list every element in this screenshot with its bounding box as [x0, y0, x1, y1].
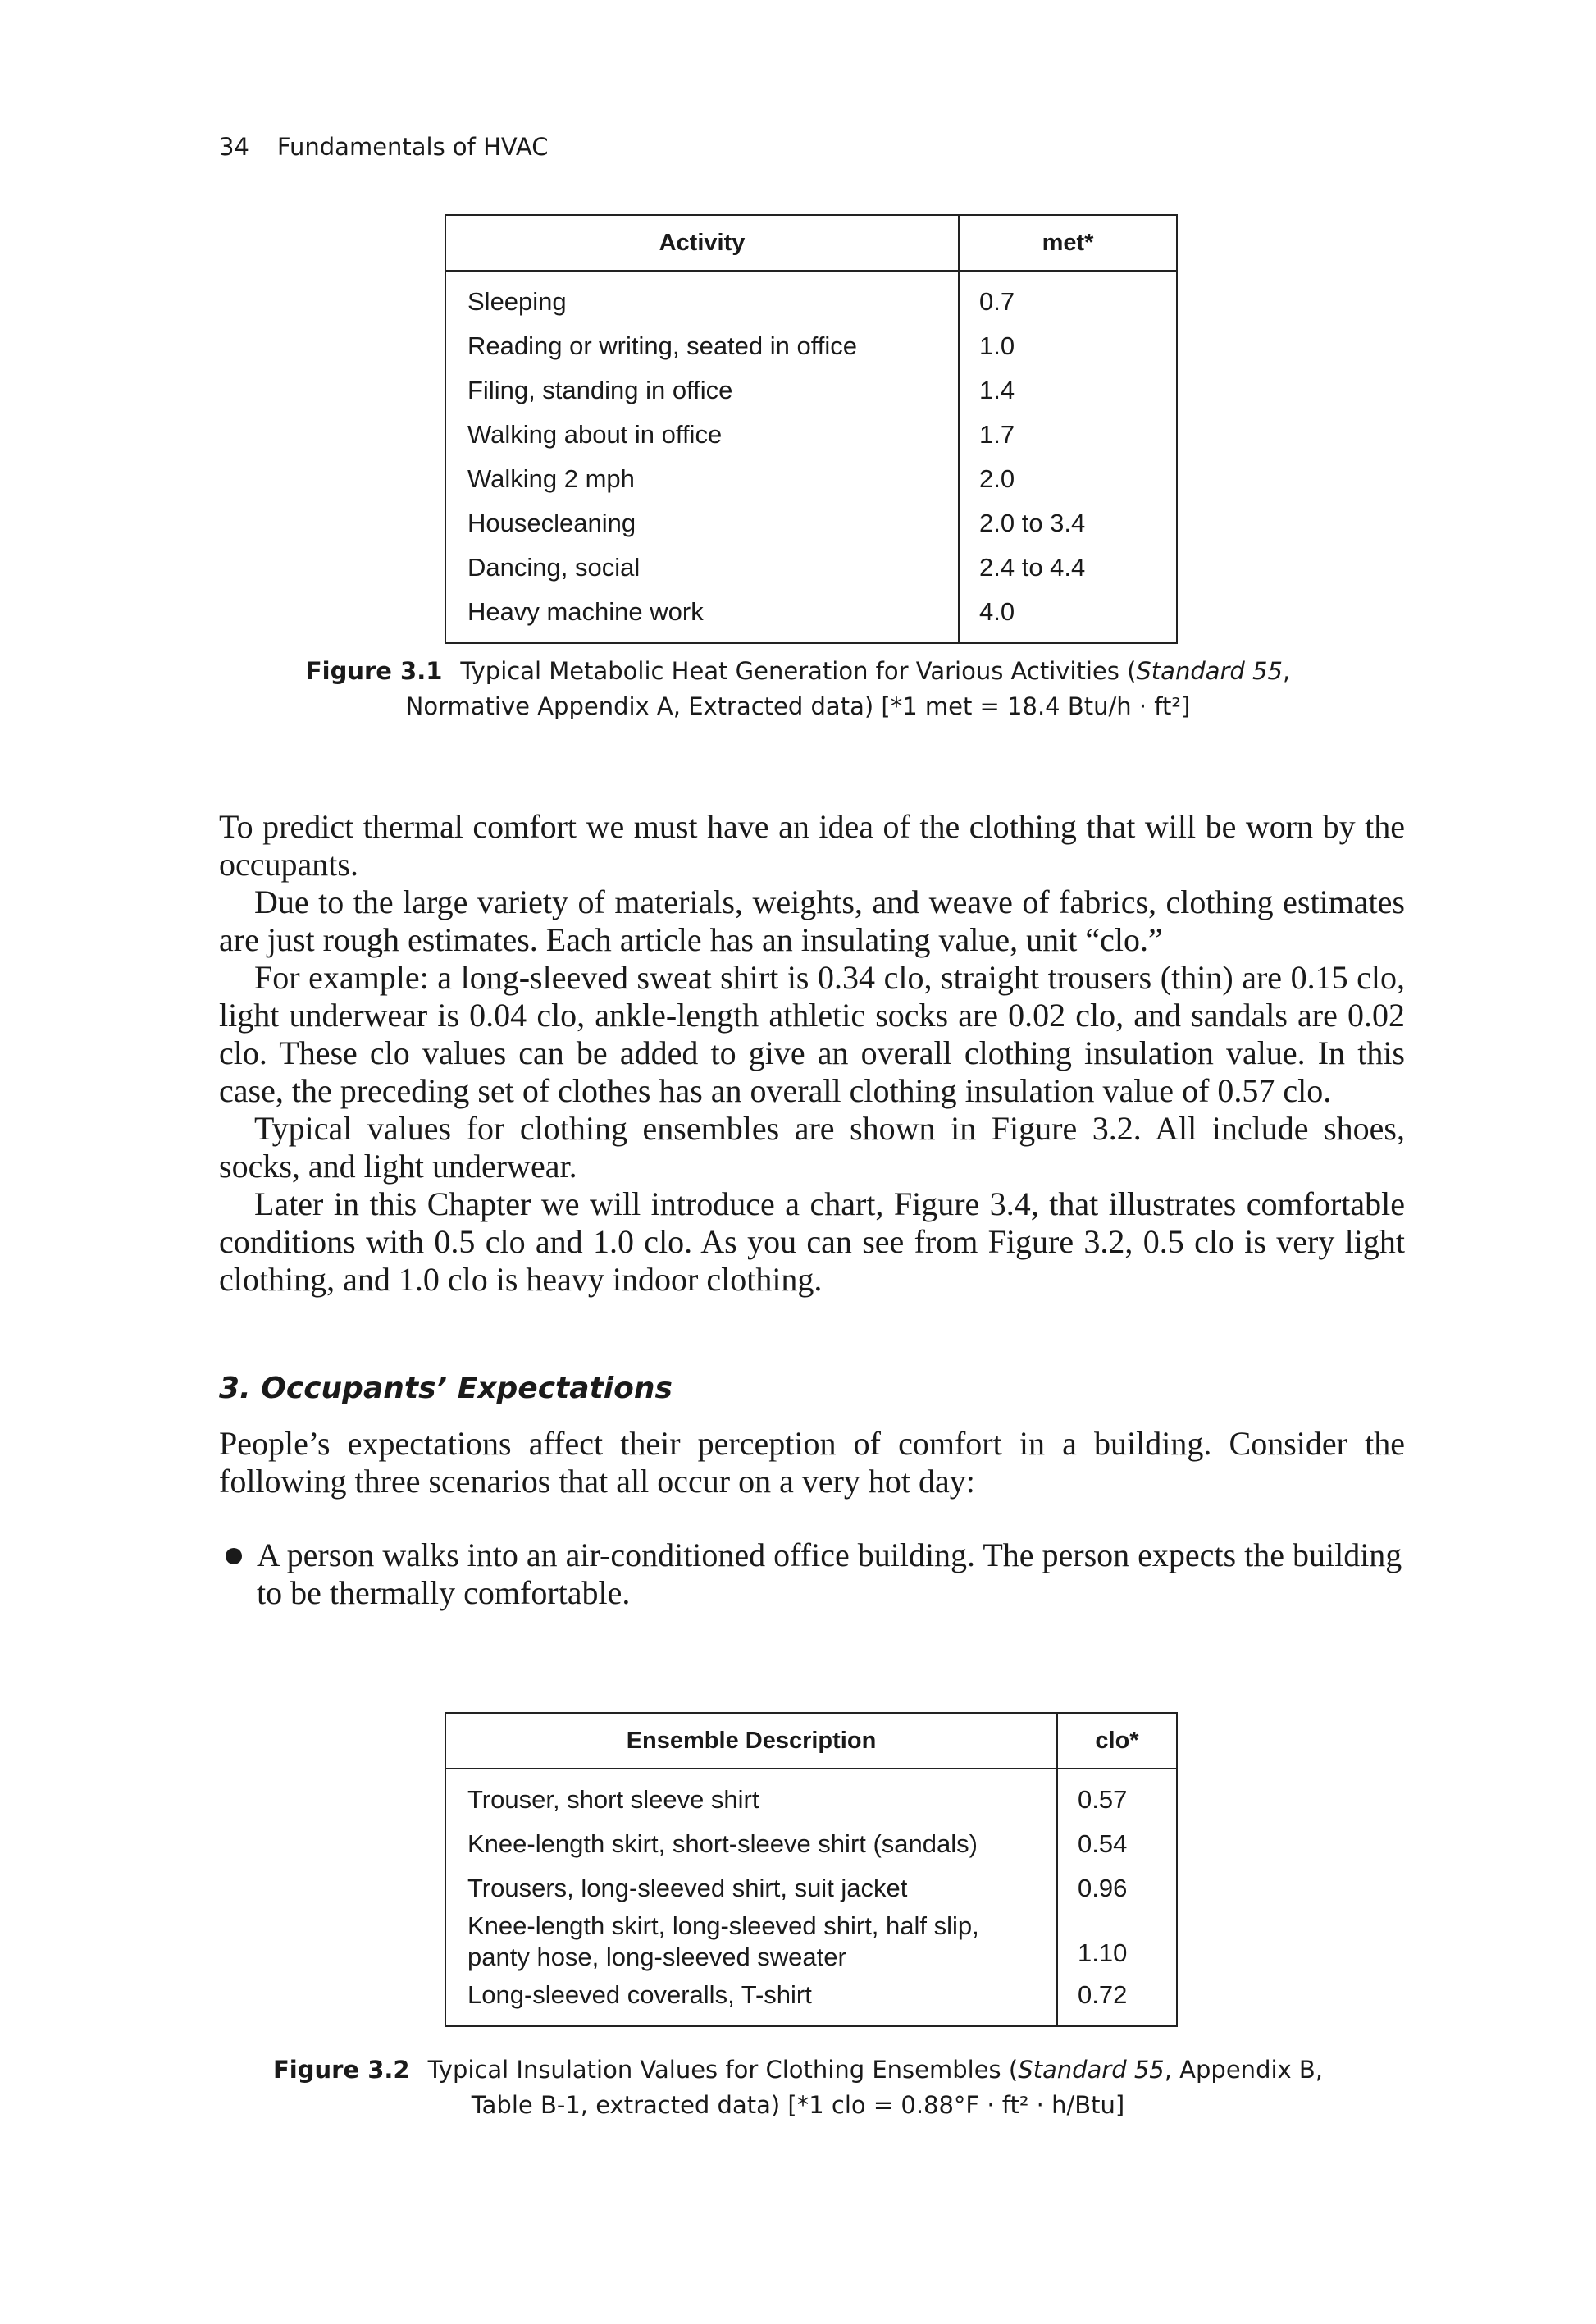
description-cell: Knee-length skirt, long-sleeved shirt, half slip, panty hose, long-sleeved sweater	[467, 1911, 979, 1971]
description-cell: Reading or writing, seated in office	[467, 331, 858, 360]
value-cell: 1.4	[959, 368, 1177, 413]
clothing-insulation-table	[445, 1712, 1178, 2027]
body-text	[219, 808, 1405, 1299]
paragraph: Typical values for clothing ensembles are shown in Figure 3.2. All include shoes, socks, and light underwear.	[219, 1110, 1405, 1185]
column-header: Ensemble Description	[445, 1713, 1057, 1769]
value-cell: 1.0	[959, 324, 1177, 368]
caption-line: Normative Appendix A, Extracted data) [*1 met = 18.4 Btu/h · ft²]	[405, 692, 1191, 720]
description-cell: Dancing, social	[467, 553, 641, 582]
table-row	[445, 1973, 1177, 2026]
section-paragraph	[219, 1425, 1405, 1500]
description-cell: Walking 2 mph	[467, 464, 635, 493]
table-row	[445, 368, 1177, 413]
caption-text: ,	[1282, 657, 1291, 685]
column-header: met*	[959, 215, 1177, 271]
value-cell: 1.7	[959, 413, 1177, 457]
paragraph: People’s expectations affect their perception of comfort in a building. Consider the following three scenarios that all occur on a very hot day:	[219, 1425, 1405, 1500]
figure-caption-3-2	[246, 2052, 1350, 2123]
table-row	[445, 1822, 1177, 1866]
column-header: Activity	[445, 215, 959, 271]
bullet-item	[219, 1536, 1405, 1612]
caption-text: Typical Insulation Values for Clothing Ensembles (	[427, 2056, 1019, 2084]
value-cell: 4.0	[959, 590, 1177, 643]
value-cell: 0.54	[1057, 1822, 1177, 1866]
running-header	[219, 133, 576, 161]
table-row	[445, 413, 1177, 457]
figure-label: Figure 3.1	[305, 657, 443, 685]
table-row	[445, 1866, 1177, 1911]
figure-label: Figure 3.2	[272, 2056, 410, 2084]
section-heading: 3. Occupants’ Expectations	[219, 1372, 673, 1405]
description-cell: Filing, standing in office	[467, 376, 733, 404]
caption-text: Typical Metabolic Heat Generation for Various Activities (	[460, 657, 1137, 685]
page-number: 34	[219, 133, 249, 161]
value-cell: 2.0	[959, 457, 1177, 501]
bullet-text: A person walks into an air-conditioned office building. The person expects the building to be thermally comfortable.	[257, 1536, 1402, 1611]
caption-line: Table B-1, extracted data) [*1 clo = 0.88°F · ft² · h/Btu]	[471, 2091, 1125, 2119]
table-row	[445, 590, 1177, 643]
description-cell: Housecleaning	[467, 509, 636, 537]
figure-caption-3-1	[246, 654, 1350, 724]
column-header: clo*	[1057, 1713, 1177, 1769]
caption-italic: Standard 55	[1018, 2056, 1165, 2084]
description-cell: Sleeping	[467, 287, 567, 316]
description-cell: Heavy machine work	[467, 597, 704, 626]
description-cell: Long-sleeved coveralls, T-shirt	[467, 1980, 812, 2009]
caption-text: , Appendix B,	[1164, 2056, 1324, 2084]
value-cell: 0.96	[1057, 1866, 1177, 1911]
description-cell: Trousers, long-sleeved shirt, suit jacket	[467, 1874, 908, 1902]
bullet-icon	[226, 1548, 242, 1564]
value-cell: 0.72	[1057, 1973, 1177, 2026]
value-cell: 1.10	[1057, 1911, 1177, 1973]
paragraph: For example: a long-sleeved sweat shirt is 0.34 clo, straight trousers (thin) are 0.15 clo, light underwear is 0.04 clo, ankle-length athletic socks are 0.02 clo, and sandals are 0.02 clo. These clo values can be added to give an overall clothing insulation value. In this case, the preceding set of clothes has an overall clothing insulation value of 0.57 clo.	[219, 959, 1405, 1109]
table-row	[445, 457, 1177, 501]
paragraph: Due to the large variety of materials, weights, and weave of fabrics, clothing estimates are just rough estimates. Each article has an insulating value, unit “clo.”	[219, 883, 1405, 958]
description-cell: Knee-length skirt, short-sleeve shirt (sandals)	[467, 1829, 978, 1858]
table-row	[445, 546, 1177, 590]
table-row	[445, 324, 1177, 368]
value-cell: 0.7	[959, 271, 1177, 324]
description-cell: Trouser, short sleeve shirt	[467, 1785, 759, 1814]
description-cell: Walking about in office	[467, 420, 723, 449]
paragraph: To predict thermal comfort we must have an idea of the clothing that will be worn by the occupants.	[219, 808, 1405, 883]
metabolic-rate-table	[445, 214, 1178, 644]
table-row	[445, 1769, 1177, 1822]
value-cell: 0.57	[1057, 1769, 1177, 1822]
table-row	[445, 501, 1177, 546]
value-cell: 2.4 to 4.4	[959, 546, 1177, 590]
table-row	[445, 1911, 1177, 1973]
caption-italic: Standard 55	[1136, 657, 1283, 685]
book-title: Fundamentals of HVAC	[276, 133, 549, 161]
table-row	[445, 271, 1177, 324]
paragraph: Later in this Chapter we will introduce a chart, Figure 3.4, that illustrates comfortable conditions with 0.5 clo and 1.0 clo. As you can see from Figure 3.2, 0.5 clo is very light clothing, and 1.0 clo is heavy indoor clothing.	[219, 1185, 1405, 1298]
value-cell: 2.0 to 3.4	[959, 501, 1177, 546]
